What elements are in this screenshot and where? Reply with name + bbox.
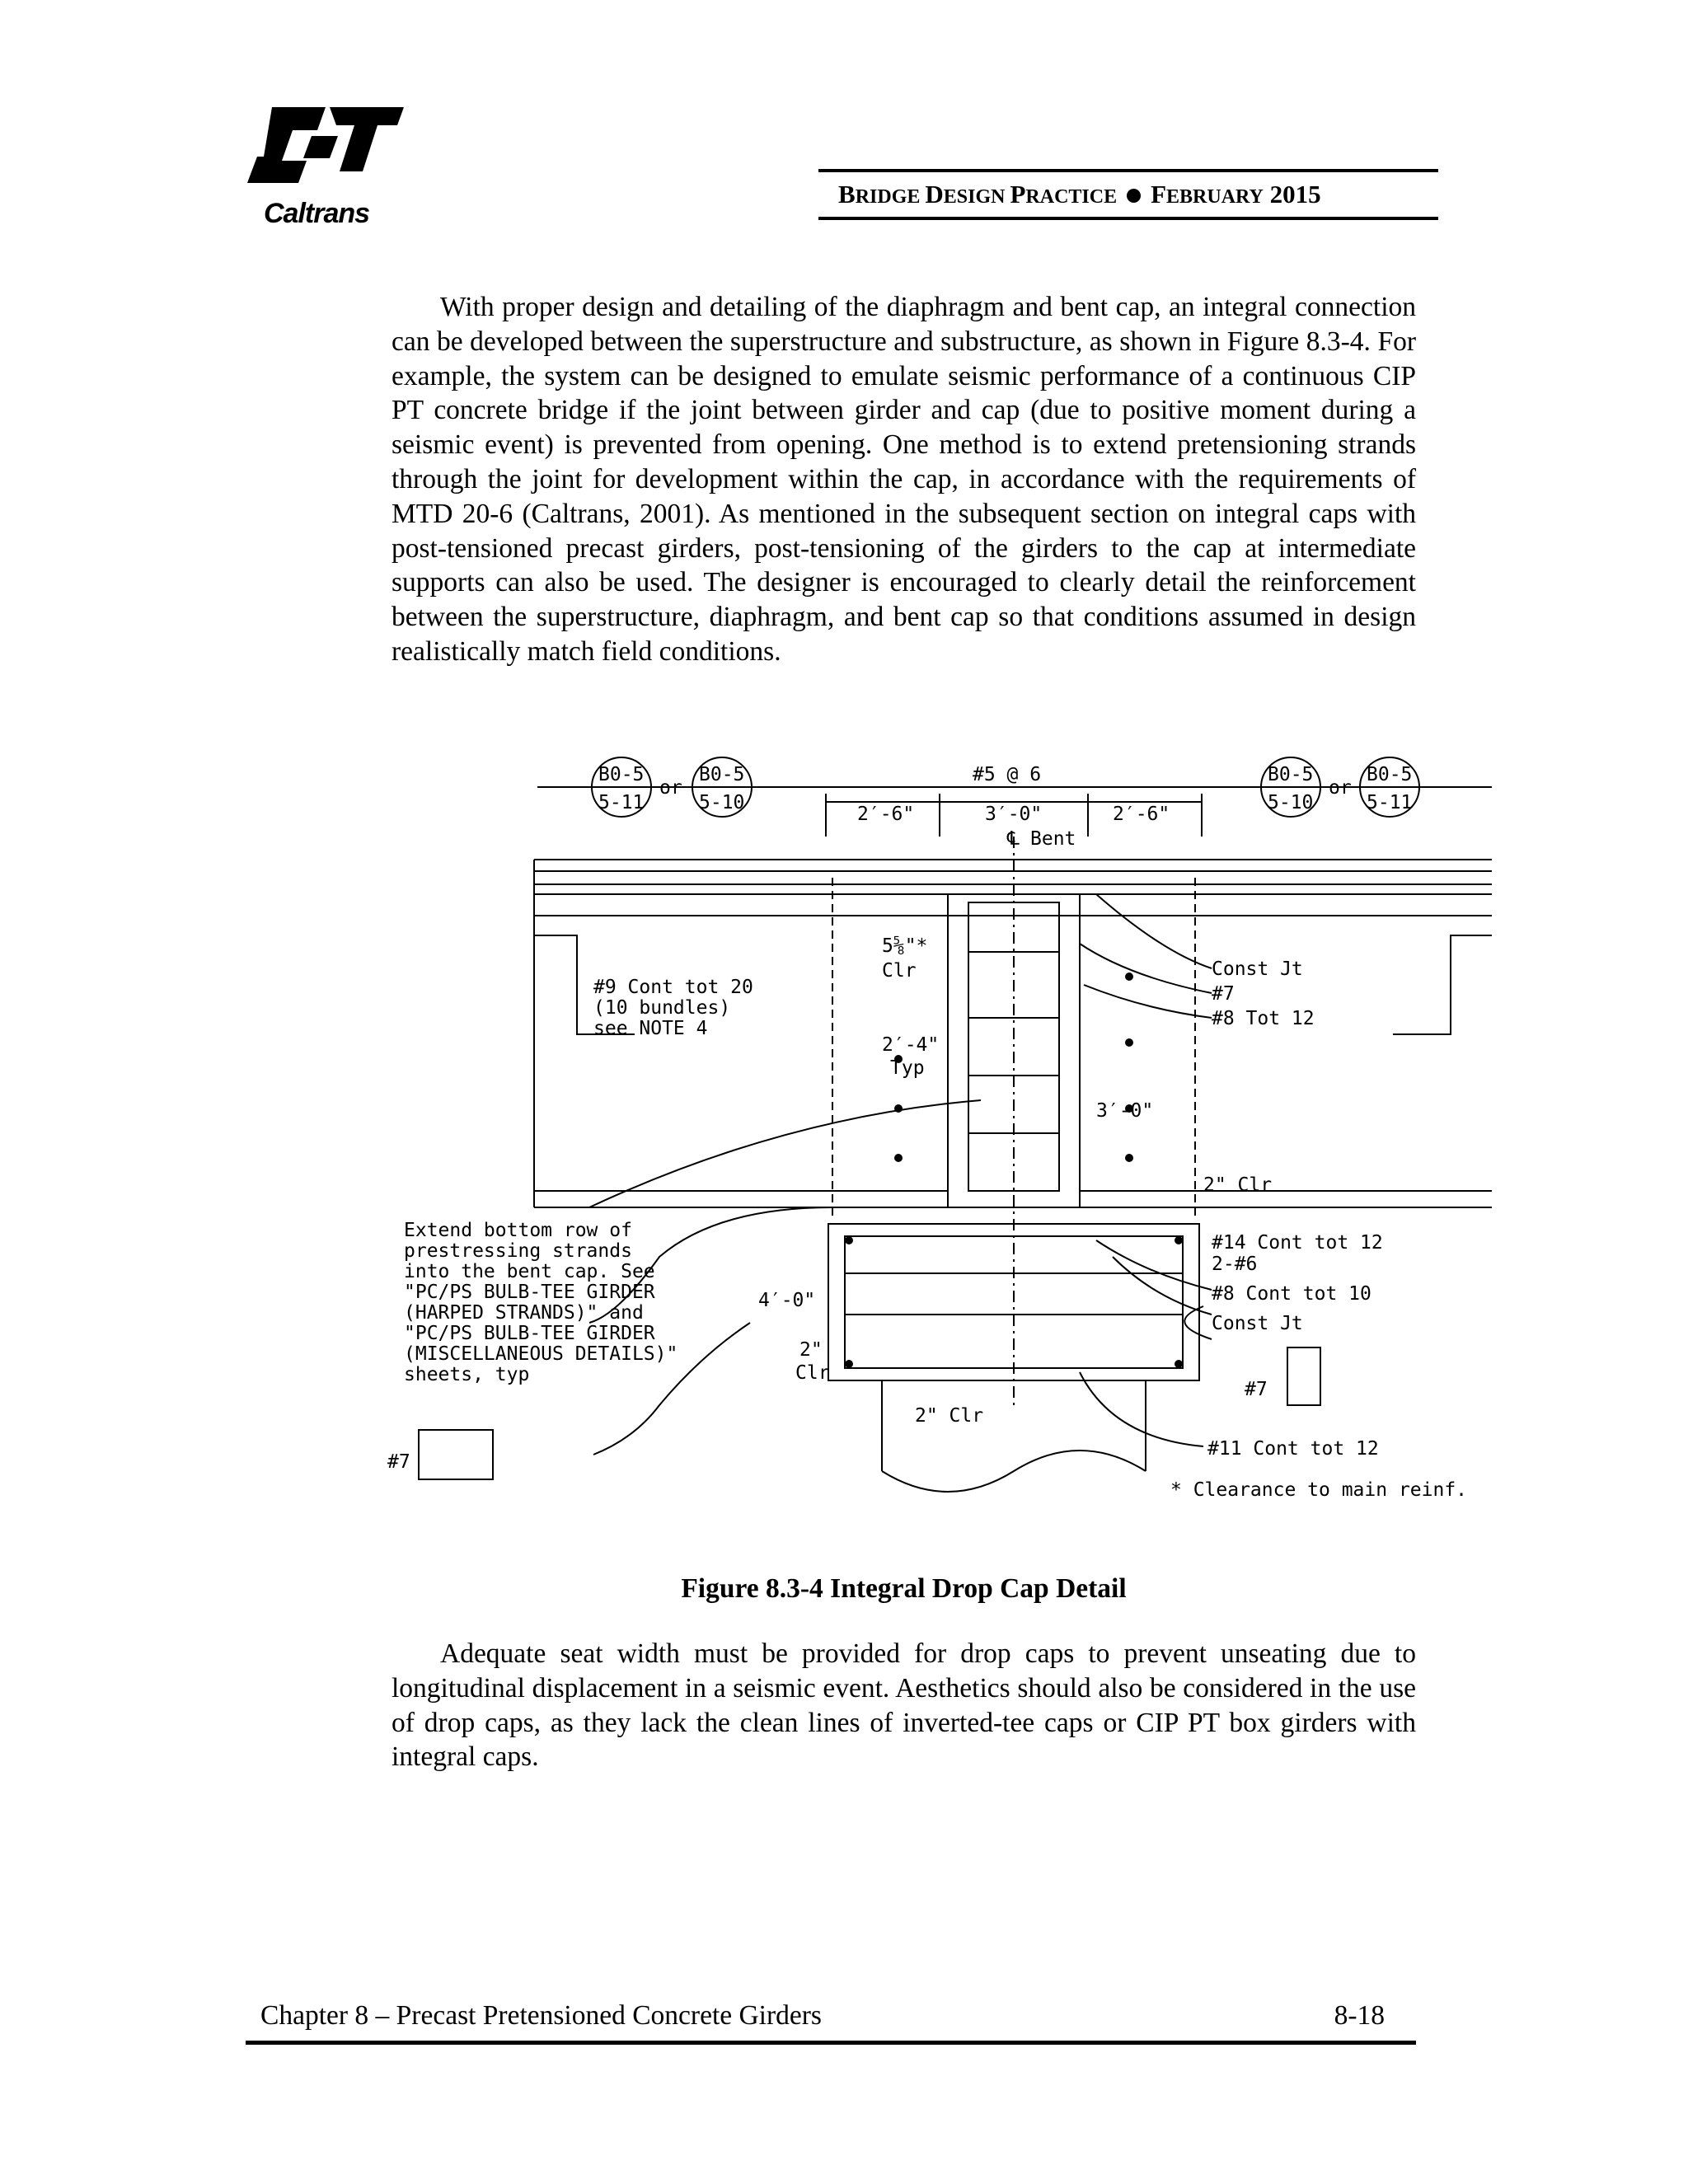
dim-label: #5 @ 6: [973, 764, 1042, 785]
caltrans-wordmark: Caltrans: [264, 198, 370, 229]
note-text: into the bent cap. See: [404, 1261, 655, 1282]
header-title: BRIDGE DESIGN PRACTICE FEBRUARY 2015: [838, 180, 1321, 209]
footer-chapter: Chapter 8 – Precast Pretensioned Concrete Girders: [260, 2000, 822, 2031]
bubble-text: 5-11: [1367, 792, 1413, 813]
note-text: sheets, typ: [404, 1364, 530, 1385]
dim-label: 2" Clr: [915, 1405, 984, 1427]
leader: [1080, 1372, 1203, 1446]
bubble-text: B0-5: [1367, 764, 1413, 785]
body-paragraph-2: Adequate seat width must be provided for drop caps to prevent unseating due to longitudinal displacement in a seismic event. Aesthetics should also be considered in the use of drop caps, as they lack the clean lines of inverted-tee caps or CIP PT box girders with integral caps.: [392, 1638, 1416, 1773]
rebar-label: #9 Cont tot 20: [593, 977, 753, 998]
bubble-text: B0-5: [1268, 764, 1314, 785]
rebar-label: #8 Tot 12: [1212, 1008, 1315, 1029]
dim-label: 2′-6": [1113, 804, 1170, 825]
rebar-dot: [894, 1104, 903, 1113]
rebar-label: Const Jt: [1212, 1313, 1303, 1334]
figure-svg: [387, 746, 1500, 1537]
bar7-cage-right: [1287, 1347, 1320, 1405]
dim-label: 3′-0": [985, 804, 1043, 825]
dim-label: 5⅝"*: [882, 935, 928, 957]
rebar-label: #7: [1212, 983, 1235, 1005]
rebar-dot: [845, 1360, 853, 1368]
figure-caption: Figure 8.3-4 Integral Drop Cap Detail: [681, 1573, 1127, 1604]
note-text: (MISCELLANEOUS DETAILS)": [404, 1343, 678, 1365]
dim-label: 3′-0": [1096, 1100, 1154, 1122]
figure-note: * Clearance to main reinf.: [1170, 1479, 1468, 1501]
rebar-label: (10 bundles): [593, 997, 731, 1019]
dim-label: 2′-4": [882, 1034, 940, 1056]
ct-logo-mark: [247, 107, 404, 183]
registered-mark: ®: [394, 108, 401, 120]
rebar-dot: [1125, 1038, 1133, 1047]
leader: [1080, 944, 1212, 993]
column-break: [882, 1451, 1146, 1492]
rebar-label: #8 Cont tot 10: [1212, 1283, 1372, 1305]
dim-label: Clr: [795, 1362, 830, 1384]
leader: [1096, 1240, 1212, 1290]
page-number: 8-18: [1334, 2000, 1385, 2031]
footer-rule: [246, 2041, 1416, 2045]
rebar-label: #7: [387, 1451, 410, 1473]
dim-label: Bent: [1030, 828, 1076, 850]
bubble-text: B0-5: [598, 764, 645, 785]
note-text: Extend bottom row of: [404, 1220, 632, 1241]
bubble-text: or: [659, 777, 682, 799]
body-paragraph-1: With proper design and detailing of the diaphragm and bent cap, an integral connection can be developed between the superstructure and substructure, as shown in Figure 8.3-4. For example, the system can be designed to emulate seismic performance of a continuous CIP PT concrete bridge if the joint between girder and cap (due to positive moment during a seismic event) is prevented from opening. One method is to extend pretensioning strands through the joint for development within the cap, in accordance with the requirements of MTD 20-6 (Caltrans, 2001). As mentioned in the subsequent section on integral caps with post-tensioned precast girders, post-tensioning of the girders to the cap at intermediate supports can also be used. The designer is encouraged to clearly detail the reinforcement between the superstructure, diaphragm, and bent cap so that conditions assumed in design realistically match field conditions.: [392, 292, 1416, 667]
rebar-dot: [1125, 1154, 1133, 1162]
note-text: "PC/PS BULB-TEE GIRDER: [404, 1323, 655, 1344]
rebar-label: #14 Cont tot 12: [1212, 1232, 1383, 1254]
note-text: "PC/PS BULB-TEE GIRDER: [404, 1282, 655, 1303]
bubble-text: 5-11: [598, 792, 645, 813]
rebar-label: #7: [1245, 1379, 1268, 1400]
bullet-dot: [1127, 189, 1141, 203]
caltrans-logo: [247, 107, 412, 231]
bubble-text: B0-5: [699, 764, 745, 785]
header-rule-top: [818, 169, 1438, 172]
dim-label: 2′-6": [857, 804, 915, 825]
rebar-label: see NOTE 4: [593, 1018, 708, 1039]
note-text: prestressing strands: [404, 1240, 632, 1262]
rebar-dot: [894, 1154, 903, 1162]
rebar-dot: [845, 1236, 853, 1244]
dim-label: 2": [799, 1339, 823, 1361]
dim-label: Typ: [890, 1057, 925, 1079]
leader: [1184, 1306, 1212, 1339]
dim-label: ℄: [1007, 828, 1020, 850]
bar7-cage-left: [419, 1430, 493, 1479]
header-rule-bottom: [818, 217, 1438, 220]
rebar-label: #11 Cont tot 12: [1207, 1438, 1379, 1460]
girder-outline-right: [1393, 935, 1492, 1034]
dim-label: Clr: [882, 960, 917, 982]
running-footer: [246, 1990, 1416, 2046]
note-text: (HARPED STRANDS)" and: [404, 1302, 644, 1324]
drop-cap-detail-drawing: [387, 746, 1500, 1537]
dim-label: 2" Clr: [1203, 1174, 1273, 1196]
dim-label: 4′-0": [758, 1290, 816, 1311]
leader: [1084, 985, 1212, 1018]
bubble-text: or: [1329, 777, 1352, 799]
rebar-dot: [1175, 1236, 1183, 1244]
bubble-text: 5-10: [699, 792, 745, 813]
rebar-dot: [1125, 972, 1133, 981]
running-header: [818, 169, 1438, 220]
rebar-label: Const Jt: [1212, 958, 1303, 980]
rebar-dot: [1175, 1360, 1183, 1368]
bubble-text: 5-10: [1268, 792, 1314, 813]
rebar-label: 2-#6: [1212, 1254, 1258, 1275]
